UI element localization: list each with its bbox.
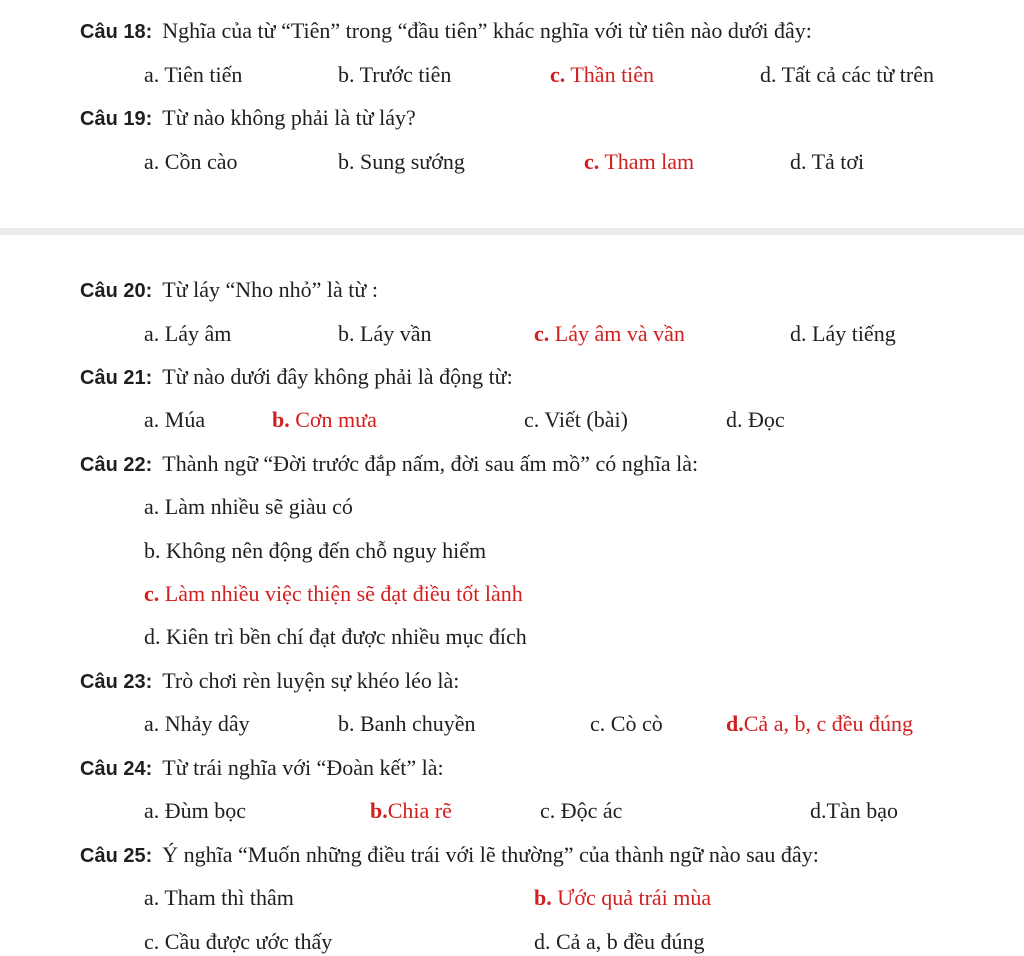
option-letter: d. (726, 711, 744, 736)
question-24 (80, 754, 444, 783)
question-number: Câu 18: (80, 21, 153, 43)
q19-option-a: a. Cồn cào (144, 149, 238, 174)
question-text: Từ nào không phải là từ láy? (162, 105, 416, 130)
question-number: Câu 22: (80, 454, 153, 476)
option-letter: c. (550, 62, 566, 87)
option-letter: c. (144, 581, 160, 606)
q21-option-d: d. Đọc (726, 407, 785, 432)
q22-option-b: b. Không nên động đến chỗ nguy hiểm (144, 538, 487, 563)
page-divider (0, 228, 1024, 235)
q19-option-d: d. Tả tơi (790, 149, 865, 174)
q25-option-c: c. Cầu được ước thấy (144, 929, 333, 954)
question-20 (80, 276, 378, 305)
option-letter: c. (534, 321, 550, 346)
q22-option-c-correct (144, 580, 523, 608)
q19-option-b: b. Sung sướng (338, 149, 465, 174)
q21-option-c: c. Viết (bài) (524, 407, 628, 432)
q18-option-b: b. Trước tiên (338, 62, 452, 87)
question-text: Ý nghĩa “Muốn những điều trái với lẽ thường” của thành ngữ nào sau đây: (162, 842, 819, 867)
q23-option-b: b. Banh chuyền (338, 711, 476, 736)
question-number: Câu 20: (80, 280, 153, 302)
option-text: Làm nhiều việc thiện sẽ đạt điều tốt lành (159, 581, 523, 606)
q24-option-c: c. Độc ác (540, 798, 623, 823)
option-text: Thần tiên (565, 62, 655, 87)
question-number: Câu 25: (80, 845, 153, 867)
option-text: Chia rẽ (387, 798, 452, 823)
q22-option-a: a. Làm nhiều sẽ giàu có (144, 494, 353, 519)
q20-option-c-correct (534, 320, 685, 348)
q20-option-a: a. Láy âm (144, 321, 232, 346)
option-letter: b. (534, 885, 552, 910)
q23-option-c: c. Cò cò (590, 711, 663, 736)
question-text: Từ nào dưới đây không phải là động từ: (162, 364, 513, 389)
question-text: Từ trái nghĩa với “Đoàn kết” là: (162, 755, 444, 780)
question-text: Từ láy “Nho nhỏ” là từ : (162, 277, 378, 302)
question-number: Câu 21: (80, 367, 153, 389)
option-text: Cơn mưa (289, 407, 377, 432)
q18-option-c-correct (550, 61, 654, 89)
q24-option-a: a. Đùm bọc (144, 798, 247, 823)
option-text: Cả a, b, c đều đúng (743, 711, 913, 736)
q24-option-b-correct (370, 797, 452, 825)
option-text: Ước quả trái mùa (551, 885, 712, 910)
question-number: Câu 23: (80, 671, 153, 693)
question-text: Thành ngữ “Đời trước đắp nấm, đời sau ấm mồ” có nghĩa là: (162, 451, 699, 476)
q24-option-d: d.Tàn bạo (810, 798, 898, 823)
question-21 (80, 363, 513, 392)
q18-option-d: d. Tất cả các từ trên (760, 62, 934, 87)
q23-option-d-correct (726, 710, 913, 738)
q25-option-d: d. Cả a, b đều đúng (534, 929, 705, 954)
q21-option-b-correct (272, 406, 377, 434)
q21-option-a: a. Múa (144, 407, 206, 432)
option-letter: b. (370, 798, 388, 823)
q25-option-a: a. Tham thì thâm (144, 885, 294, 910)
question-number: Câu 19: (80, 108, 153, 130)
option-letter: c. (584, 149, 600, 174)
option-text: Tham lam (599, 149, 695, 174)
question-18 (80, 17, 812, 46)
option-letter: b. (272, 407, 290, 432)
q23-option-a: a. Nhảy dây (144, 711, 250, 736)
q20-option-d: d. Láy tiếng (790, 321, 896, 346)
question-19 (80, 104, 416, 133)
q19-option-c-correct (584, 148, 694, 176)
q18-option-a: a. Tiên tiến (144, 62, 243, 87)
option-text: Láy âm và vần (549, 321, 685, 346)
question-text: Nghĩa của từ “Tiên” trong “đầu tiên” khác nghĩa với từ tiên nào dưới đây: (162, 18, 812, 43)
q20-option-b: b. Láy vần (338, 321, 432, 346)
q22-option-d: d. Kiên trì bền chí đạt được nhiều mục đích (144, 624, 527, 649)
question-25 (80, 841, 819, 870)
question-text: Trò chơi rèn luyện sự khéo léo là: (162, 668, 460, 693)
question-23 (80, 667, 459, 696)
q25-option-b-correct (534, 884, 711, 912)
question-22 (80, 450, 698, 479)
question-number: Câu 24: (80, 758, 153, 780)
